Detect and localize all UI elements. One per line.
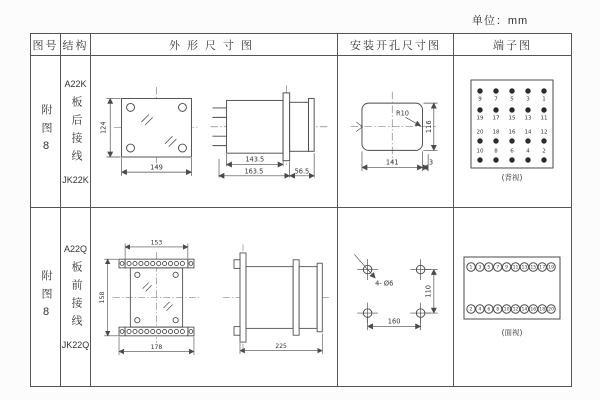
row1-figure-cell xyxy=(31,56,61,208)
row2-model-front: A22Q xyxy=(63,244,87,254)
row1-figure-no: 附图8 xyxy=(40,104,52,159)
header-outline: 外形尺寸图 xyxy=(91,34,338,56)
row2-mounting-cell xyxy=(338,208,454,386)
row2-side-view-drawing xyxy=(216,234,336,361)
terminal-num: 9 xyxy=(477,96,482,102)
dim-r10-label: R10 xyxy=(395,109,409,118)
row2-mounting-drawing xyxy=(343,226,449,368)
row1-terminal-cell xyxy=(454,56,571,208)
row2-front-view-drawing xyxy=(92,233,214,362)
header-figure-no: 图号 xyxy=(31,34,61,56)
header-structure: 结构 xyxy=(61,34,91,56)
row1-mounting-drawing xyxy=(343,71,449,192)
terminal-num: 19 xyxy=(476,115,483,121)
row2-figure-cell xyxy=(31,208,61,386)
terminal-num: 1 xyxy=(541,96,546,102)
row1-wiring: 板后接线 xyxy=(70,95,82,168)
row1-view-label: (背视) xyxy=(501,172,522,182)
unit-label: 单位：mm xyxy=(471,15,529,27)
terminal-num: 2 xyxy=(469,307,472,313)
terminal-num: 12 xyxy=(512,307,518,313)
header-mounting: 安装开孔尺寸图 xyxy=(338,34,454,56)
terminal-num: 7 xyxy=(493,96,498,102)
terminal-num: 16 xyxy=(508,129,515,135)
row2-view-label: (面视) xyxy=(501,328,522,337)
dim-3-label: 3 xyxy=(428,158,433,167)
terminal-num: 5 xyxy=(509,96,514,102)
terminal-num: 15 xyxy=(529,265,536,271)
terminal-num: 4 xyxy=(525,148,530,154)
row2-terminal-cell xyxy=(454,208,571,386)
dim-124-label: 124 xyxy=(99,121,108,135)
row1-front-view-drawing xyxy=(95,72,201,191)
row2-terminal-diagram xyxy=(458,251,568,343)
row2-outline-cell xyxy=(91,208,338,386)
terminal-num: 18 xyxy=(538,307,545,313)
terminal-num: 3 xyxy=(477,265,481,271)
dimension-table xyxy=(30,33,572,387)
row1-mounting-cell xyxy=(338,56,454,208)
terminal-num: 2 xyxy=(541,148,546,154)
row2-wiring: 板前接线 xyxy=(70,261,82,333)
row1-model-front: A22K xyxy=(64,78,87,89)
terminal-num: 19 xyxy=(547,265,554,271)
row1-terminal-diagram xyxy=(463,76,563,188)
terminal-num: 5 xyxy=(486,265,490,271)
terminal-num: 7 xyxy=(495,265,499,271)
dim-163-label: 163.5 xyxy=(244,167,264,176)
dim-141-label: 141 xyxy=(385,158,399,167)
row1-side-view-drawing xyxy=(203,72,333,191)
hole-crosshairs xyxy=(357,259,431,323)
row1-outline-cell xyxy=(91,56,338,208)
terminal-num: 13 xyxy=(520,265,527,271)
terminal-num: 3 xyxy=(525,96,530,102)
row2-model-alt: JK22Q xyxy=(61,340,90,350)
terminal-num: 14 xyxy=(524,129,531,135)
terminal-num: 17 xyxy=(538,265,545,271)
terminal-num: 14 xyxy=(520,307,527,313)
dim-158-label: 158 xyxy=(99,291,107,303)
dim-56-label: 56.5 xyxy=(294,167,310,176)
header-terminal: 端子图 xyxy=(454,34,571,56)
terminal-num: 12 xyxy=(540,129,547,135)
dim-149-label: 149 xyxy=(150,163,163,172)
terminal-num: 10 xyxy=(476,148,483,154)
row1-model-alt: JK22K xyxy=(62,174,89,185)
dim-225-label: 225 xyxy=(275,342,287,350)
terminal-num: 8 xyxy=(493,148,498,154)
terminal-num: 20 xyxy=(476,129,483,135)
terminal-num: 11 xyxy=(540,115,547,121)
terminal-num: 4 xyxy=(477,307,481,313)
terminal-num: 20 xyxy=(547,307,554,313)
terminal-num: 11 xyxy=(512,265,518,271)
dim-110-label: 110 xyxy=(424,285,433,298)
row2-figure-no: 附图8 xyxy=(40,269,52,325)
terminal-num: 10 xyxy=(503,307,510,313)
terminal-num: 17 xyxy=(492,115,499,121)
dim-178-label: 178 xyxy=(150,343,163,351)
terminal-num: 1 xyxy=(469,265,472,271)
terminal-num: 6 xyxy=(509,148,514,154)
row1-structure-cell xyxy=(61,56,91,208)
terminal-num: 15 xyxy=(508,115,515,121)
terminal-num: 13 xyxy=(524,115,531,121)
dim-153-label: 153 xyxy=(150,238,163,246)
terminal-num: 16 xyxy=(529,307,536,313)
terminal-num: 6 xyxy=(486,307,490,313)
terminal-num: 9 xyxy=(504,265,508,271)
terminal-num: 8 xyxy=(495,307,499,313)
terminal-num: 18 xyxy=(492,129,499,135)
dim-4d6-label: 4- Ø6 xyxy=(374,279,393,288)
dim-143-label: 143.5 xyxy=(245,155,265,164)
row2-structure-cell xyxy=(61,208,91,386)
dim-160-label: 160 xyxy=(387,317,400,326)
dim-116-label: 116 xyxy=(424,120,433,134)
